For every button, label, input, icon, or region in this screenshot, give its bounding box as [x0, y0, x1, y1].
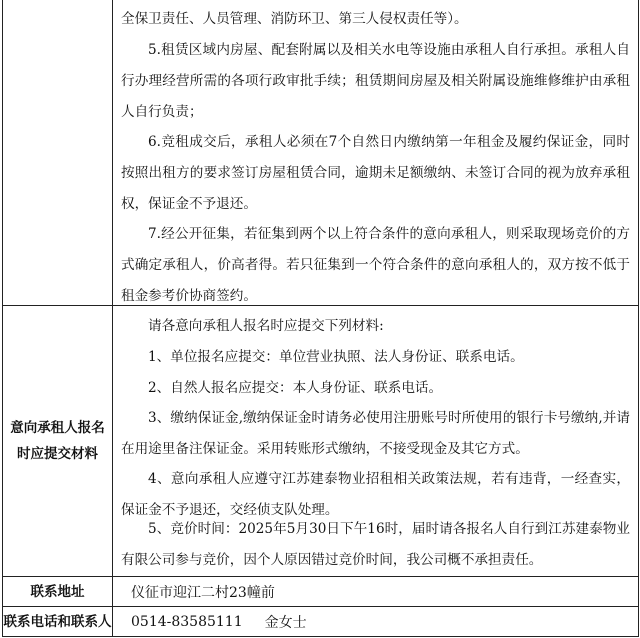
- materials-label: 意向承租人报名时应提交材料: [3, 306, 113, 576]
- material-item-4: 4、意向承租人应遵守江苏建泰物业招租相关政策法规，若有违背，一经查实，保证金不予退还，交经侦支队处理。: [121, 471, 630, 518]
- clause-6: 6.竞租成交后，承租人必须在7个自然日内缴纳第一年租金及履约保证金，同时按照出租方的要求签订房屋租赁合同，逾期未足额缴纳、未签订合同的视为放弃承租权，保证金不予退还。: [121, 134, 630, 212]
- materials-row: [3, 306, 638, 577]
- clauses-cell: [113, 0, 638, 305]
- contact-phone: 0514-83585111: [131, 613, 243, 630]
- clause-continuation: 全保卫责任、人员管理、消防环卫、第三人侵权责任等）。: [121, 11, 468, 27]
- contact-row: [3, 607, 638, 636]
- contact-cell: [113, 607, 638, 636]
- contact-values: [131, 607, 307, 636]
- announcement-table: [2, 0, 639, 637]
- material-item-5: 5、竞价时间：2025年5月30日下午16时，届时请各报名人自行到江苏建泰物业有限公司参与竞价，因个人原因错过竞价时间，我公司概不承担责任。: [121, 521, 630, 568]
- material-item-1: 1、单位报名应提交：单位营业执照、法人身份证、联系电话。: [148, 349, 524, 365]
- address-label: 联系地址: [3, 577, 113, 606]
- materials-intro: 请各意向承租人报名时应提交下列材料:: [148, 318, 384, 334]
- address-cell: [113, 577, 638, 606]
- clause-5: 5.租赁区域内房屋、配套附属以及相关水电等设施由承租人自行承担。承租人自行办理经营所需的各项行政审批手续；租赁期间房屋及相关附属设施维修维护由承租人自行负责；: [121, 42, 630, 120]
- address-row: [3, 577, 638, 607]
- material-item-2: 2、自然人报名应提交：本人身份证、联系电话。: [148, 380, 443, 396]
- material-item-3: 3、缴纳保证金,缴纳保证金时请务必使用注册账号时所使用的银行卡号缴纳,并请在用途里备注保证金。采用转账形式缴纳，不接受现金及其它方式。: [121, 410, 630, 457]
- contact-label: 联系电话和联系人: [3, 607, 113, 636]
- address-value: 仪征市迎江二村23幢前: [131, 584, 275, 601]
- clauses-row: [3, 0, 638, 306]
- clause-7: 7.经公开征集，若征集到两个以上符合条件的意向承租人，则采取现场竞价的方式确定承租人，价高者得。若只征集到一个符合条件的意向承租人的，双方按不低于租金参考价协商签约。: [121, 226, 630, 304]
- contact-person: 金女士: [264, 614, 307, 631]
- clauses-label-cell: [3, 0, 113, 305]
- materials-cell: [113, 306, 638, 576]
